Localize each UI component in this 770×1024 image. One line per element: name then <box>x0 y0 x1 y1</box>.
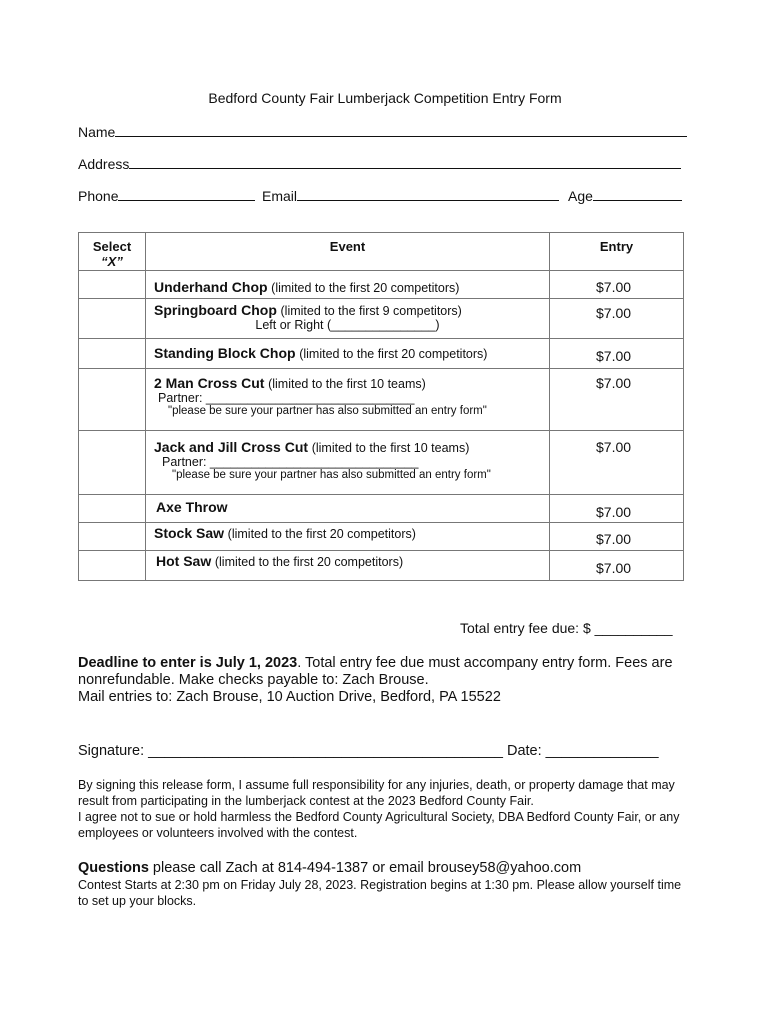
header-entry: Entry <box>550 233 684 271</box>
age-line[interactable] <box>593 188 682 201</box>
event-limit: (limited to the first 20 competitors) <box>271 281 460 295</box>
questions-bold: Questions <box>78 860 149 876</box>
table-row <box>79 271 684 299</box>
email-line[interactable] <box>297 188 559 201</box>
entry-fee: $7.00 <box>550 299 684 339</box>
contest-info: Contest Starts at 2:30 pm on Friday July 28, 2023. Registration begins at 1:30 pm. Please allow yourself time to set up your blocks. <box>78 878 682 908</box>
table-row <box>79 299 684 339</box>
partner-note: "please be sure your partner has also submitted an entry form" <box>172 469 491 481</box>
event-limit: (limited to the first 20 competitors) <box>227 527 416 541</box>
release-paragraph <box>78 777 688 841</box>
entry-fee: $7.00 <box>550 551 684 581</box>
event-name: Springboard Chop <box>154 302 277 318</box>
event-cell <box>146 339 550 369</box>
table-row <box>79 339 684 369</box>
entry-fee: $7.00 <box>550 495 684 523</box>
questions-paragraph <box>78 860 688 909</box>
select-box-underhand[interactable] <box>79 271 146 299</box>
event-cell <box>146 495 550 523</box>
phone-line[interactable] <box>118 188 255 201</box>
event-cell <box>146 299 550 339</box>
address-field[interactable] <box>78 156 681 172</box>
deadline-rest: . Total entry fee due must accompany entry form. Fees are nonrefundable. Make checks payable to: Zach Brouse. <box>78 655 673 688</box>
age-field[interactable] <box>568 188 682 204</box>
table-header-row <box>79 233 684 271</box>
header-event: Event <box>146 233 550 271</box>
left-or-right: Left or Right (_______________) <box>255 318 440 332</box>
event-limit: (limited to the first 10 teams) <box>268 377 426 391</box>
event-name: Underhand Chop <box>154 279 268 295</box>
partner-line[interactable]: Partner: ______________________________ <box>162 455 419 469</box>
event-name: Axe Throw <box>156 499 228 515</box>
deadline-bold: Deadline to enter is July 1, 2023 <box>78 655 298 671</box>
select-box-hot-saw[interactable] <box>79 551 146 581</box>
event-limit: (limited to the first 20 competitors) <box>299 347 488 361</box>
select-box-jack-jill[interactable] <box>79 431 146 495</box>
header-select-label: Select <box>92 239 132 254</box>
events-table <box>78 232 684 581</box>
event-cell <box>146 369 550 431</box>
event-name: Hot Saw <box>156 553 212 569</box>
table-row <box>79 523 684 551</box>
entry-fee: $7.00 <box>550 523 684 551</box>
age-label: Age <box>568 188 593 204</box>
entry-fee: $7.00 <box>550 369 684 431</box>
signature-line[interactable]: Signature: ____________________________________________ Date: ______________ <box>78 743 659 759</box>
table-row <box>79 369 684 431</box>
mail-to: Mail entries to: Zach Brouse, 10 Auction Drive, Bedford, PA 15522 <box>78 689 501 705</box>
event-cell <box>146 551 550 581</box>
partner-note: "please be sure your partner has also submitted an entry form" <box>168 405 487 417</box>
event-limit: (limited to the first 20 competitors) <box>214 555 404 569</box>
address-line[interactable] <box>129 156 681 169</box>
phone-field[interactable] <box>78 188 255 204</box>
select-box-standing-block[interactable] <box>79 339 146 369</box>
header-select-x: “X” <box>101 254 123 269</box>
entry-fee: $7.00 <box>550 431 684 495</box>
name-line[interactable] <box>115 124 687 137</box>
form-title: Bedford County Fair Lumberjack Competition Entry Form <box>208 90 562 106</box>
table-row <box>79 551 684 581</box>
phone-label: Phone <box>78 188 119 204</box>
table-row <box>79 431 684 495</box>
select-box-2-man[interactable] <box>79 369 146 431</box>
name-field[interactable] <box>78 124 687 140</box>
table-row <box>79 495 684 523</box>
event-cell <box>146 431 550 495</box>
name-label: Name <box>78 124 116 140</box>
select-box-axe[interactable] <box>79 495 146 523</box>
address-label: Address <box>78 156 130 172</box>
email-field[interactable] <box>262 188 559 204</box>
event-cell <box>146 271 550 299</box>
event-name: Jack and Jill Cross Cut <box>154 439 309 455</box>
deadline-paragraph <box>78 655 688 706</box>
event-cell <box>146 523 550 551</box>
header-select <box>79 233 146 271</box>
entry-fee: $7.00 <box>550 271 684 299</box>
email-label: Email <box>262 188 298 204</box>
event-name: Standing Block Chop <box>154 345 296 361</box>
event-limit: (limited to the first 10 teams) <box>311 441 470 455</box>
questions-rest: please call Zach at 814-494-1387 or email brousey58@yahoo.com <box>148 860 582 876</box>
release-line-1: By signing this release form, I assume full responsibility for any injuries, death, or property damage that may result from participating in the lumberjack contest at the 2023 Bedford County Fair. <box>78 778 675 808</box>
partner-line[interactable]: Partner: ______________________________ <box>158 391 415 405</box>
entry-fee: $7.00 <box>550 339 684 369</box>
total-fee[interactable]: Total entry fee due: $ __________ <box>460 620 673 636</box>
event-name: Stock Saw <box>154 525 225 541</box>
select-box-springboard[interactable] <box>79 299 146 339</box>
release-line-2: I agree not to sue or hold harmless the Bedford County Agricultural Society, DBA Bedford County Fair, or any employees or volunteers involved with the contest. <box>78 810 680 840</box>
event-limit: (limited to the first 9 competitors) <box>280 304 462 318</box>
event-name: 2 Man Cross Cut <box>154 375 265 391</box>
select-box-stock-saw[interactable] <box>79 523 146 551</box>
